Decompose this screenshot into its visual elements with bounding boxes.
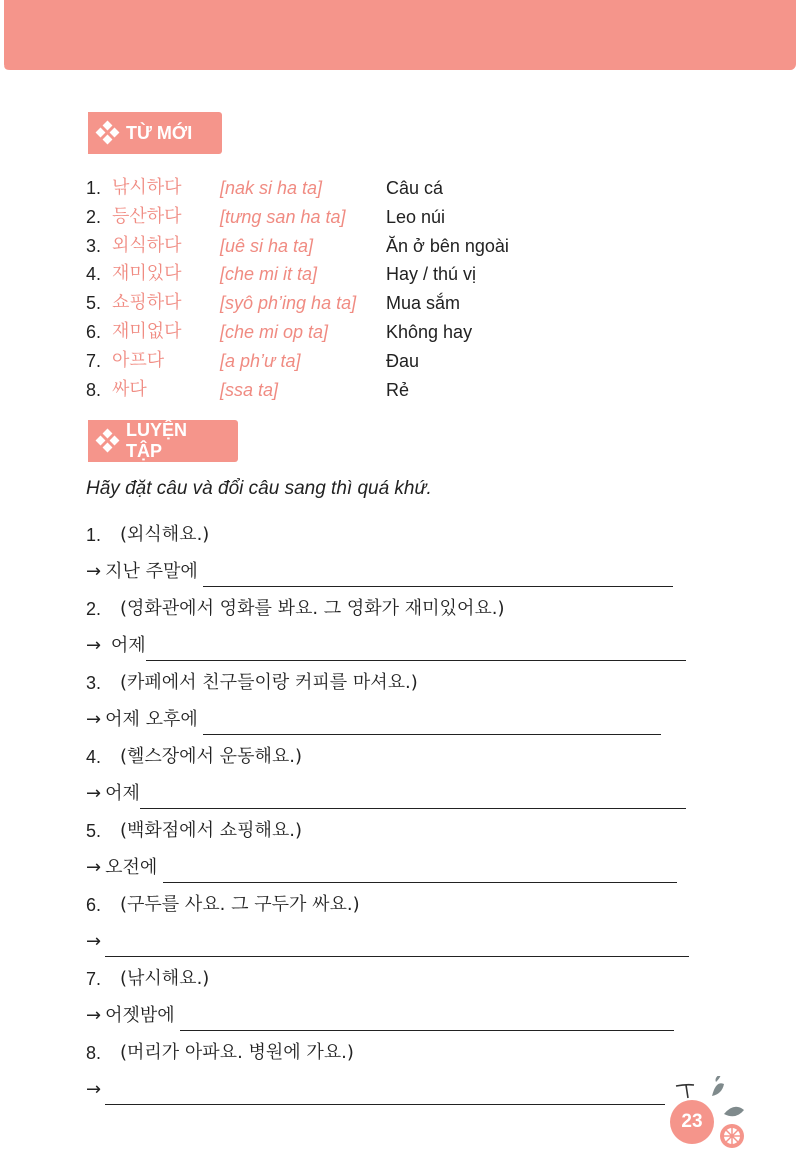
arrow-icon: → — [86, 1079, 102, 1100]
header-band — [4, 0, 796, 70]
vocab-meaning: Không hay — [386, 321, 473, 342]
vocab-item — [86, 203, 606, 232]
exercise-prompt — [86, 964, 696, 994]
exercise-number: 8. — [86, 1043, 102, 1063]
answer-blank-line[interactable] — [105, 934, 689, 957]
vocab-meaning: Mua sắm — [386, 293, 461, 314]
exercise-number: 3. — [86, 673, 102, 693]
vocab-item — [86, 174, 606, 203]
exercise-prompt-text: (백화점에서 쇼핑해요.) — [120, 820, 302, 841]
page-number-badge: 23 — [670, 1100, 714, 1144]
exercise-prompt-text: (카페에서 친구들이랑 커피를 마셔요.) — [120, 672, 418, 693]
vocab-number: 8. — [86, 379, 102, 400]
answer-lead-text: 지난 주말에 — [105, 561, 204, 582]
exercise-prompt — [86, 520, 696, 550]
vocab-pronunciation: [a ph’ư ta] — [220, 350, 301, 371]
vocab-korean: 등산하다 — [112, 205, 182, 227]
exercise-number: 2. — [86, 599, 102, 619]
vocab-number: 1. — [86, 178, 102, 198]
answer-blank-line[interactable] — [105, 1082, 665, 1105]
vocab-item — [86, 289, 606, 318]
arrow-icon: → — [86, 931, 102, 952]
exercise-number: 7. — [86, 969, 102, 989]
exercise-prompt — [86, 668, 696, 698]
vocab-korean: 외식하다 — [112, 234, 182, 256]
vocab-number: 6. — [86, 321, 102, 342]
answer-blank-line[interactable] — [163, 860, 677, 883]
diamond-cluster-icon — [96, 429, 120, 453]
answer-row — [86, 927, 689, 957]
vocab-pronunciation: [uê si ha ta] — [220, 235, 314, 256]
arrow-icon: → — [86, 1005, 102, 1026]
vocab-korean: 아프다 — [112, 349, 165, 371]
exercise-number: 5. — [86, 821, 102, 841]
exercise-instruction: Hãy đặt câu và đổi câu sang thì quá khứ. — [86, 478, 432, 499]
vocab-korean: 낚시하다 — [112, 177, 182, 198]
vocab-meaning: Rẻ — [386, 379, 410, 400]
answer-row — [86, 853, 677, 883]
answer-row — [86, 631, 686, 661]
vocab-item — [86, 347, 606, 376]
vocab-pronunciation: [che mi it ta] — [220, 264, 318, 285]
exercise-number: 4. — [86, 747, 102, 767]
arrow-icon: → — [86, 709, 102, 730]
answer-lead-text: 어젯밤에 — [105, 1005, 181, 1026]
arrow-icon: → — [86, 783, 102, 804]
answer-row — [86, 705, 661, 735]
vocab-korean: 재미없다 — [112, 320, 182, 342]
exercise-prompt-text: (외식해요.) — [120, 524, 210, 545]
vocab-item — [86, 232, 606, 261]
vocab-number: 4. — [86, 264, 102, 285]
vocab-pronunciation: [che mi op ta] — [220, 321, 329, 342]
section-new-words-title: TỪ MỚI — [126, 122, 193, 143]
answer-row — [86, 557, 673, 587]
answer-row — [86, 1075, 665, 1105]
vocab-item — [86, 260, 606, 289]
arrow-icon: → — [86, 635, 102, 656]
vocab-korean: 재미있다 — [112, 263, 182, 285]
vocab-meaning: Đau — [386, 350, 420, 371]
vocab-list — [86, 174, 606, 404]
vocab-korean: 쇼핑하다 — [112, 292, 182, 314]
answer-blank-line[interactable] — [180, 1008, 674, 1031]
arrow-icon: → — [86, 857, 102, 878]
vocab-number: 5. — [86, 293, 102, 314]
answer-blank-line[interactable] — [140, 786, 686, 809]
section-practice-tab — [88, 420, 238, 462]
exercise-prompt-text: (영화관에서 영화를 봐요. 그 영화가 재미있어요.) — [120, 598, 505, 619]
vocab-number: 3. — [86, 235, 102, 256]
vocab-korean: 싸다 — [112, 378, 147, 400]
diamond-cluster-icon — [96, 121, 120, 145]
exercise-number: 6. — [86, 895, 102, 915]
exercise-prompt-text: (머리가 아파요. 병원에 가요.) — [120, 1042, 354, 1063]
vocab-pronunciation: [syô ph’ing ha ta] — [220, 293, 357, 314]
answer-lead-text: 오전에 — [105, 857, 163, 878]
exercise-prompt-text: (구두를 사요. 그 구두가 싸요.) — [120, 894, 360, 915]
exercise-prompt — [86, 742, 696, 772]
answer-blank-line[interactable] — [203, 564, 673, 587]
exercise-prompt — [86, 816, 696, 846]
exercise-prompt — [86, 890, 696, 920]
section-new-words-tab — [88, 112, 222, 154]
vocab-pronunciation: [tưng san ha ta] — [220, 206, 346, 227]
answer-lead-text: 어제 오후에 — [105, 709, 204, 730]
vocab-item — [86, 376, 606, 405]
exercise-number: 1. — [86, 525, 102, 545]
vocab-number: 7. — [86, 350, 102, 371]
exercise-prompt-text: (낚시해요.) — [120, 968, 210, 989]
answer-blank-line[interactable] — [203, 712, 661, 735]
exercise-prompt — [86, 594, 696, 624]
vocab-meaning: Hay / thú vị — [386, 264, 477, 285]
answer-lead-text: 어제 — [105, 783, 140, 804]
answer-row — [86, 779, 686, 809]
vocab-pronunciation: [ssa ta] — [220, 379, 279, 400]
section-practice-title: LUYỆN TẬP — [126, 420, 188, 461]
answer-row — [86, 1001, 674, 1031]
arrow-icon: → — [86, 561, 102, 582]
vocab-pronunciation: [nak si ha ta] — [220, 178, 323, 198]
exercise-prompt — [86, 1038, 696, 1068]
vocab-meaning: Leo núi — [386, 206, 446, 227]
vocab-number: 2. — [86, 206, 102, 227]
vocab-meaning: Ăn ở bên ngoài — [386, 235, 509, 256]
vocab-item — [86, 318, 606, 347]
answer-lead-text: 어제 — [105, 635, 146, 656]
answer-blank-line[interactable] — [146, 638, 686, 661]
vocab-meaning: Câu cá — [386, 178, 444, 198]
exercise-prompt-text: (헬스장에서 운동해요.) — [120, 746, 302, 767]
